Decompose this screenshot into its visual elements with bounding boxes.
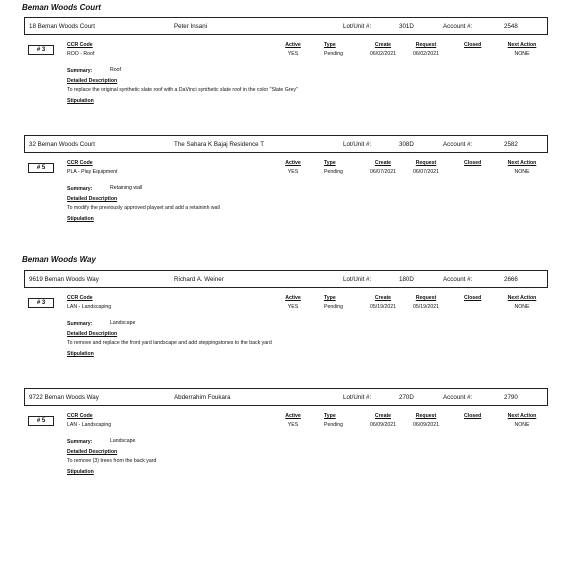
ccr-entry [24, 42, 554, 122]
lot-label: Lot/Unit #: [343, 394, 372, 401]
next-action-value: NONE [514, 304, 530, 310]
summary-value: Landscape [110, 320, 136, 326]
request-date: 06/07/2021 [413, 169, 439, 175]
detailed-description-label: Detailed Description [67, 196, 118, 202]
ccr-code-header: CCR Code [67, 413, 93, 419]
lot-value: 270D [399, 394, 414, 401]
account-value: 2548 [504, 23, 518, 30]
lot-label: Lot/Unit #: [343, 23, 372, 30]
property-header [24, 270, 548, 288]
active-header: Active [285, 413, 301, 419]
account-value: 2790 [504, 394, 518, 401]
ccr-entry [24, 413, 554, 493]
create-header: Create [374, 42, 392, 48]
request-header: Request [415, 295, 437, 301]
detailed-description-label: Detailed Description [67, 449, 118, 455]
ccr-code-value: LAN - Landscaping [67, 422, 112, 428]
lot-value: 308D [399, 141, 414, 148]
owner-name: Peter Insani [174, 23, 208, 30]
lot-value: 301D [399, 23, 414, 30]
entry-number: # 5 [28, 163, 54, 173]
ccr-code-header: CCR Code [67, 295, 93, 301]
closed-header: Closed [464, 295, 482, 301]
street-heading: Beman Woods Way [22, 255, 96, 264]
stipulation-label: Stipulation [67, 469, 94, 475]
property-header [24, 135, 548, 153]
entry-number: # 3 [28, 298, 54, 308]
closed-header: Closed [464, 160, 482, 166]
ccr-code-header: CCR Code [67, 42, 93, 48]
detailed-description-text: To remove and replace the front yard landscape and add steppingstones to the back yard [67, 340, 272, 346]
create-date: 05/19/2021 [370, 304, 396, 310]
active-header: Active [285, 295, 301, 301]
type-value: Pending [324, 51, 344, 57]
account-value: 2666 [504, 276, 518, 283]
next-action-value: NONE [514, 169, 530, 175]
ccr-code-value: PLA - Play Equipment [67, 169, 118, 175]
entry-number: # 3 [28, 45, 54, 55]
summary-label: Summary: [67, 186, 93, 192]
ccr-entry [24, 295, 554, 375]
closed-header: Closed [464, 413, 482, 419]
request-date: 05/19/2021 [413, 304, 439, 310]
request-header: Request [415, 413, 437, 419]
next-action-value: NONE [514, 422, 530, 428]
detailed-description-text: To remove (3) trees from the back yard [67, 458, 157, 464]
active-value: YES [287, 169, 299, 175]
active-value: YES [287, 51, 299, 57]
create-header: Create [374, 295, 392, 301]
summary-value: Landscape [110, 438, 136, 444]
lot-label: Lot/Unit #: [343, 141, 372, 148]
account-label: Account #: [443, 23, 473, 30]
type-header: Type [324, 42, 336, 48]
owner-name: The Sahara K Bajaj Residence T [174, 141, 264, 148]
next-action-value: NONE [514, 51, 530, 57]
request-header: Request [415, 42, 437, 48]
summary-value: Roof [110, 67, 121, 73]
type-header: Type [324, 413, 336, 419]
next-action-header: Next Action [507, 295, 537, 301]
type-value: Pending [324, 422, 344, 428]
lot-label: Lot/Unit #: [343, 276, 372, 283]
property-header [24, 17, 548, 35]
create-date: 06/09/2021 [370, 422, 396, 428]
detailed-description-text: To modify the previously approved playset and add a retaininh wall [67, 205, 220, 211]
stipulation-label: Stipulation [67, 98, 94, 104]
next-action-header: Next Action [507, 42, 537, 48]
property-address: 9619 Beman Woods Way [29, 276, 99, 283]
ccr-code-header: CCR Code [67, 160, 93, 166]
lot-value: 180D [399, 276, 414, 283]
next-action-header: Next Action [507, 413, 537, 419]
ccr-code-value: LAN - Landscaping [67, 304, 112, 310]
active-value: YES [287, 422, 299, 428]
street-heading: Beman Woods Court [22, 3, 101, 12]
account-label: Account #: [443, 394, 473, 401]
request-header: Request [415, 160, 437, 166]
active-header: Active [285, 160, 301, 166]
summary-label: Summary: [67, 439, 93, 445]
type-header: Type [324, 160, 336, 166]
stipulation-label: Stipulation [67, 351, 94, 357]
active-header: Active [285, 42, 301, 48]
ccr-entry [24, 160, 554, 240]
type-header: Type [324, 295, 336, 301]
property-address: 9722 Beman Woods Way [29, 394, 99, 401]
detailed-description-label: Detailed Description [67, 331, 118, 337]
detailed-description-text: To replace the original synthetic slate roof with a DaVinci synthetic slate roof in the color "Slate Grey" [67, 87, 298, 93]
owner-name: Abderrahim Foukara [174, 394, 231, 401]
entry-number: # 5 [28, 416, 54, 426]
owner-name: Richard A. Weiner [174, 276, 224, 283]
account-label: Account #: [443, 141, 473, 148]
active-value: YES [287, 304, 299, 310]
create-date: 06/02/2021 [370, 51, 396, 57]
stipulation-label: Stipulation [67, 216, 94, 222]
account-value: 2582 [504, 141, 518, 148]
ccr-code-value: ROO - Roof [67, 51, 95, 57]
account-label: Account #: [443, 276, 473, 283]
detailed-description-label: Detailed Description [67, 78, 118, 84]
summary-value: Retaining wall [110, 185, 143, 191]
property-address: 32 Beman Woods Court [29, 141, 95, 148]
summary-label: Summary: [67, 321, 93, 327]
create-header: Create [374, 160, 392, 166]
property-header [24, 388, 548, 406]
request-date: 06/02/2021 [413, 51, 439, 57]
create-date: 06/07/2021 [370, 169, 396, 175]
next-action-header: Next Action [507, 160, 537, 166]
summary-label: Summary: [67, 68, 93, 74]
closed-header: Closed [464, 42, 482, 48]
property-address: 18 Beman Woods Court [29, 23, 95, 30]
type-value: Pending [324, 304, 344, 310]
request-date: 06/09/2021 [413, 422, 439, 428]
create-header: Create [374, 413, 392, 419]
type-value: Pending [324, 169, 344, 175]
